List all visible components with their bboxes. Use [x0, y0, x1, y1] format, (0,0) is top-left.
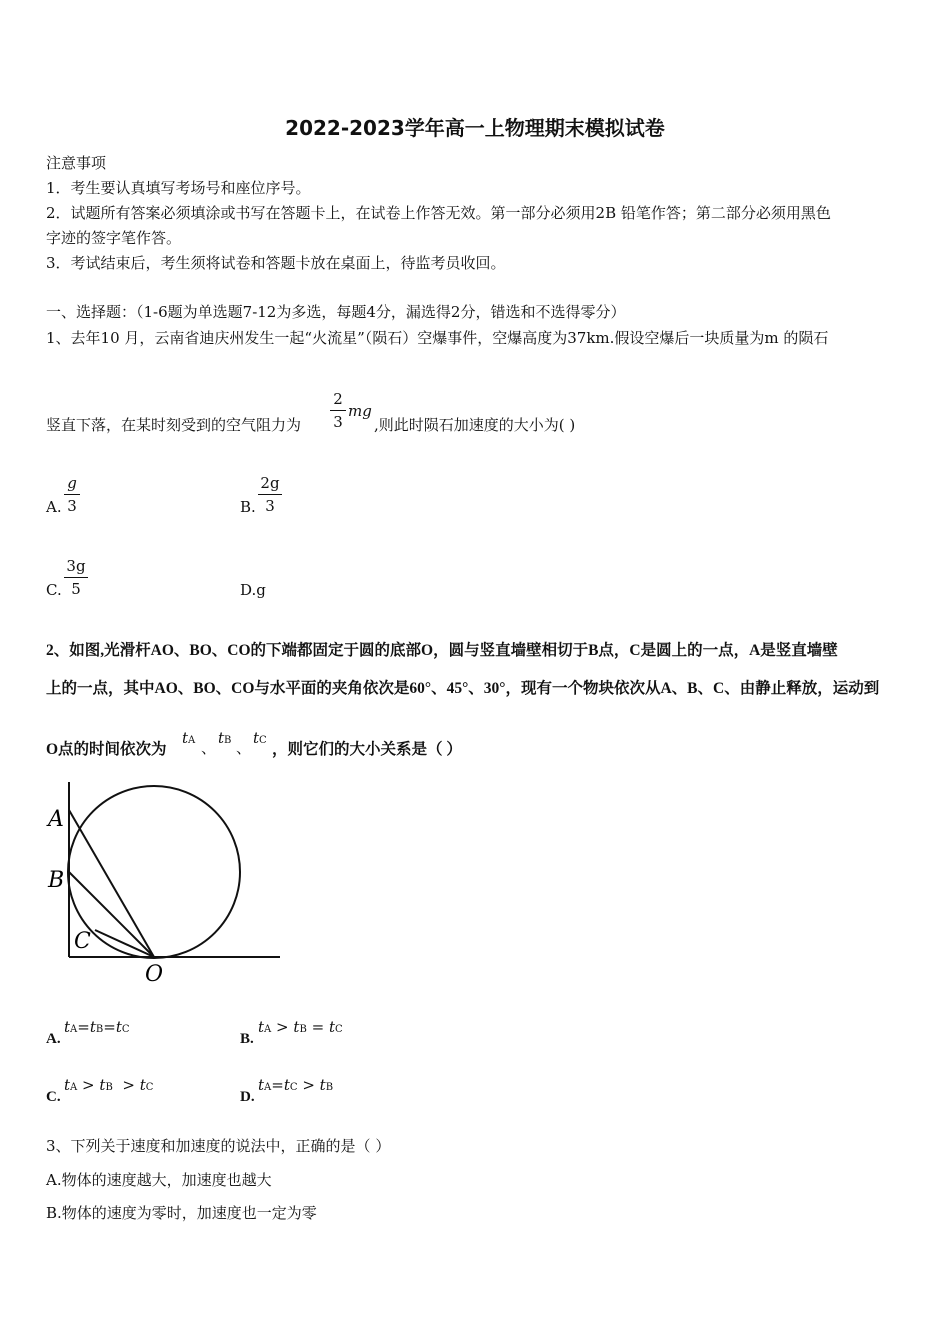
q2-time-b: tB: [218, 729, 232, 747]
q3-option-a[interactable]: A.物体的速度越大，加速度也越大: [46, 1171, 272, 1189]
q2-option-d-expr[interactable]: tA=tC > tB: [258, 1076, 334, 1094]
q2-option-c-expr[interactable]: tA > tB > tC: [64, 1076, 154, 1094]
q2-option-b-expr[interactable]: tA > tB = tC: [258, 1018, 343, 1036]
q1-line2-post: ,则此时陨石加速度的大小为( ): [374, 416, 576, 434]
circle: [68, 786, 240, 958]
notice-item-2-cont: 字迹的签字笔作答。: [46, 229, 182, 247]
label-b: B: [48, 868, 65, 893]
q2-option-d-label[interactable]: D.: [240, 1089, 255, 1105]
notice-item-2: 2．试题所有答案必须填涂或书写在答题卡上，在试卷上作答无效。第一部分必须用2B 铅笔作答；第二部分必须用黑色: [46, 204, 831, 222]
q2-time-c: tC: [253, 729, 267, 747]
q1-line1: 1、去年10 月，云南省迪庆州发生一起“火流星”（陨石）空爆事件，空爆高度为37km.假设空爆后一块质量为m 的陨石: [46, 329, 829, 347]
label-a: A: [48, 807, 64, 832]
q1-option-b-label[interactable]: B.: [240, 498, 256, 516]
notice-heading: 注意事项: [46, 154, 107, 172]
q2-sep-1: 、: [201, 739, 217, 757]
q1-option-a-num: g: [67, 474, 77, 492]
q1-option-c-frac[interactable]: [64, 557, 88, 598]
q2-time-a: tA: [182, 729, 196, 747]
q1-option-b-frac[interactable]: [258, 474, 282, 515]
page-title: 2022-2023学年高一上物理期末模拟试卷: [285, 116, 665, 140]
q2-line1: 2、如图,光滑杆AO、BO、CO的下端都固定于圆的底部O，圆与竖直墙壁相切于B点，C是圆上的一点，A是竖直墙壁: [46, 642, 838, 659]
q3-option-b[interactable]: B.物体的速度为零时，加速度也一定为零: [46, 1204, 317, 1222]
q2-option-b-label[interactable]: B.: [240, 1031, 254, 1047]
section-heading: 一、选择题：（1-6题为单选题7-12为多选，每题4分，漏选得2分，错选和不选得零分）: [46, 303, 626, 321]
label-o: O: [145, 962, 164, 987]
q1-option-c-den: 5: [71, 580, 81, 598]
q2-line3-post: ，则它们的大小关系是（ ）: [272, 741, 462, 758]
q2-option-a-expr[interactable]: tA=tB=tC: [64, 1018, 130, 1036]
q1-option-c-label[interactable]: C.: [46, 581, 62, 599]
q1-line2-pre: 竖直下落，在某时刻受到的空气阻力为: [46, 416, 302, 434]
q1-option-d[interactable]: D.g: [240, 581, 266, 599]
q1-option-a-frac[interactable]: [64, 474, 80, 515]
q2-option-c-label[interactable]: C.: [46, 1089, 61, 1105]
q1-frac-tail: mg: [348, 402, 372, 420]
q1-fraction: [330, 390, 346, 431]
q1-option-b-num: 2g: [260, 474, 280, 492]
q2-sep-2: 、: [236, 739, 252, 757]
notice-item-3: 3．考试结束后，考生须将试卷和答题卡放在桌面上，待监考员收回。: [46, 254, 506, 272]
q2-option-a-label[interactable]: A.: [46, 1031, 61, 1047]
q1-frac-den: 3: [333, 413, 343, 431]
q1-option-a-label[interactable]: A.: [46, 498, 62, 516]
q1-option-b-den: 3: [265, 497, 275, 515]
q2-line3-pre: O点的时间依次为: [46, 741, 167, 758]
q2-figure: [40, 780, 290, 990]
q3-line1: 3、下列关于速度和加速度的说法中，正确的是（ ）: [46, 1137, 391, 1155]
q1-option-a-den: 3: [67, 497, 77, 515]
label-c: C: [74, 929, 91, 954]
notice-item-1: 1．考生要认真填写考场号和座位序号。: [46, 179, 311, 197]
q2-line2: 上的一点，其中AO、BO、CO与水平面的夹角依次是60°、45°、30°，现有一个物块依次从A、B、C、由静止释放，运动到: [46, 680, 880, 697]
q1-option-c-num: 3g: [66, 557, 86, 575]
q1-frac-num: 2: [333, 390, 343, 408]
